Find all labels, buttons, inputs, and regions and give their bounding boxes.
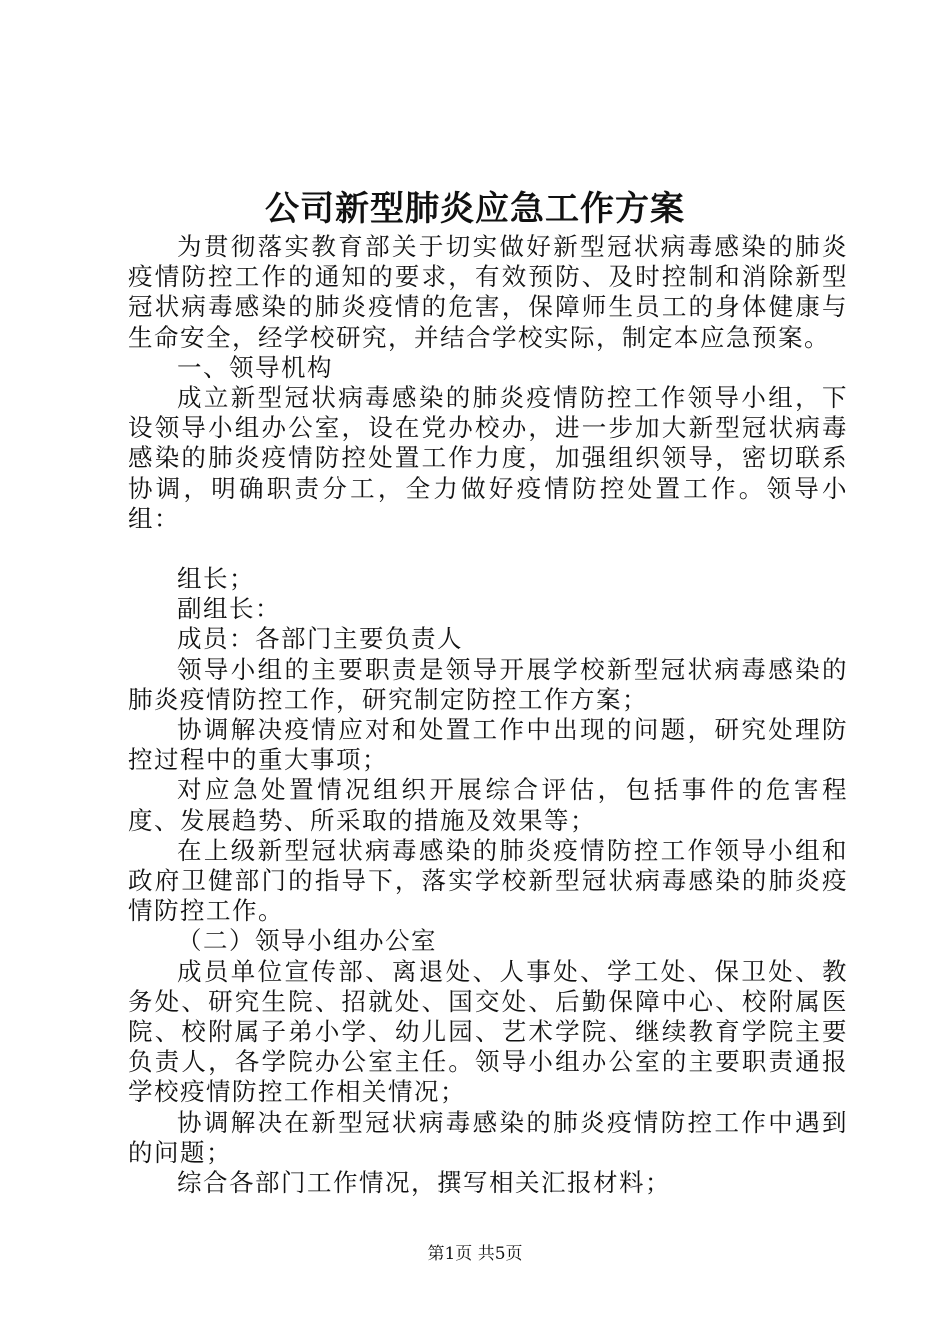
list-item-members: 成员：各部门主要负责人 — [177, 624, 463, 654]
paragraph-duty-3: 对应急处置情况组织开展综合评估，包括事件的危害程度、发展趋势、所采取的措施及效果等； — [128, 775, 848, 835]
paragraph-intro: 为贯彻落实教育部关于切实做好新型冠状病毒感染的肺炎疫情防控工作的通知的要求，有效预防、及时控制和消除新型冠状病毒感染的肺炎疫情的危害，保障师生员工的身体健康与生命安全，经学校研究，并结合学校实际，制定本应急预案。 — [128, 232, 848, 352]
page-number-footer: 第1页 共5页 — [427, 1244, 523, 1264]
paragraph-duty-4: 在上级新型冠状病毒感染的肺炎疫情防控工作领导小组和政府卫健部门的指导下，落实学校新型冠状病毒感染的肺炎疫情防控工作。 — [128, 835, 848, 926]
section-heading-leadership: 一、领导机构 — [177, 352, 333, 382]
paragraph-duty-1: 领导小组的主要职责是领导开展学校新型冠状病毒感染的肺炎疫情防控工作，研究制定防控工作方案； — [128, 654, 848, 714]
document-body — [128, 232, 848, 1198]
section-heading-office: （二）领导小组办公室 — [177, 926, 437, 956]
paragraph-office-duty-1: 协调解决在新型冠状病毒感染的肺炎疫情防控工作中遇到的问题； — [128, 1107, 848, 1167]
list-item-leader: 组长； — [177, 564, 255, 594]
paragraph-office-duty-2: 综合各部门工作情况，撰写相关汇报材料； — [177, 1168, 671, 1198]
paragraph-office-members: 成员单位宣传部、离退处、人事处、学工处、保卫处、教务处、研究生院、招就处、国交处、后勤保障中心、校附属医院、校附属子弟小学、幼儿园、艺术学院、继续教育学院主要负责人，各学院办公室主任。领导小组办公室的主要职责通报学校疫情防控工作相关情况； — [128, 956, 848, 1107]
paragraph-leadership-group: 成立新型冠状病毒感染的肺炎疫情防控工作领导小组，下设领导小组办公室，设在党办校办，进一步加大新型冠状病毒感染的肺炎疫情防控处置工作力度，加强组织领导，密切联系协调，明确职责分工，全力做好疫情防控处置工作。领导小组： — [128, 383, 848, 533]
document-title: 公司新型肺炎应急工作方案 — [265, 189, 685, 229]
list-item-deputy-leader: 副组长： — [177, 594, 281, 624]
paragraph-duty-2: 协调解决疫情应对和处置工作中出现的问题，研究处理防控过程中的重大事项； — [128, 715, 848, 775]
